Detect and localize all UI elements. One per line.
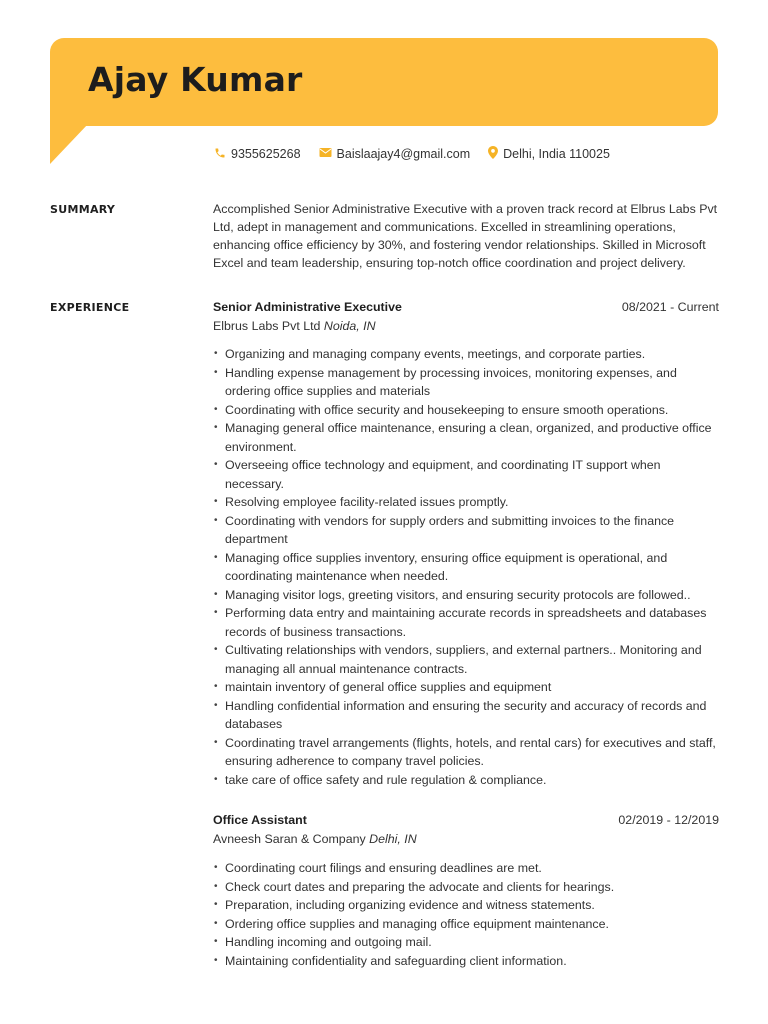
job-bullet: • Handling incoming and outgoing mail. (213, 933, 719, 952)
job-header (213, 811, 719, 829)
job-dates: 02/2019 - 12/2019 (618, 813, 719, 827)
job-location: Delhi, IN (369, 832, 417, 846)
job-entry (213, 811, 719, 970)
contact-phone (214, 147, 301, 162)
job-bullet: • maintain inventory of general office supplies and equipment (213, 678, 719, 697)
job-header (213, 298, 719, 316)
job-bullet: • Handling expense management by processing invoices, monitoring expenses, and ordering office supplies and materials (213, 364, 719, 401)
job-title: Office Assistant (213, 813, 307, 827)
job-bullet: • Resolving employee facility-related issues promptly. (213, 493, 719, 512)
job-bullet: • Check court dates and preparing the advocate and clients for hearings. (213, 878, 719, 897)
contact-email (319, 147, 471, 161)
job-company: Elbrus Labs Pvt Ltd (213, 319, 321, 333)
job-bullet: • Maintaining confidentiality and safeguarding client information. (213, 952, 719, 971)
email-address: Baislaajay4@gmail.com (336, 147, 471, 161)
candidate-name: Ajay Kumar (88, 60, 303, 99)
header-banner-tail (50, 124, 88, 164)
job-bullet-list (213, 859, 719, 970)
job-bullet: • Coordinating travel arrangements (flights, hotels, and rental cars) for executives and staff, ensuring adherence to company travel policies. (213, 734, 719, 771)
job-company-line (213, 830, 719, 848)
job-bullet: • Coordinating court filings and ensuring deadlines are met. (213, 859, 719, 878)
job-company: Avneesh Saran & Company (213, 832, 366, 846)
phone-icon (214, 147, 226, 162)
job-bullet: • Performing data entry and maintaining accurate records in spreadsheets and databases records of business transactions. (213, 604, 719, 641)
job-bullet: • Preparation, including organizing evidence and witness statements. (213, 896, 719, 915)
job-dates: 08/2021 - Current (621, 300, 719, 314)
job-location: Noida, IN (323, 319, 376, 333)
email-icon (319, 147, 332, 161)
experience-label: EXPERIENCE (50, 301, 130, 314)
job-entry (213, 298, 719, 789)
job-bullet: • Organizing and managing company events, meetings, and corporate parties. (213, 345, 719, 364)
job-bullet: • Overseeing office technology and equipment, and coordinating IT support when necessary. (213, 456, 719, 493)
summary-text: Accomplished Senior Administrative Executive with a proven track record at Elbrus Labs Pvt Ltd, adept in management and communications. Excelled in streamlining operations, enhancing office efficiency by 30%, and fostering vendor relationships. Skilled in Microsoft Excel and team leadership, ensuring top-notch office coordination and project delivery. (213, 202, 718, 270)
job-bullet: • take care of office safety and rule regulation & compliance. (213, 771, 719, 790)
summary-label: SUMMARY (50, 203, 116, 216)
job-bullet-list (213, 345, 719, 789)
location-text: Delhi, India 110025 (503, 147, 610, 161)
contact-bar (214, 146, 628, 162)
job-bullet: • Managing general office maintenance, ensuring a clean, organized, and productive office environment. (213, 419, 719, 456)
job-bullet: • Cultivating relationships with vendors, suppliers, and external partners.. Monitoring and managing all annual maintenance contracts. (213, 641, 719, 678)
location-pin-icon (488, 146, 498, 162)
contact-location (488, 146, 610, 162)
phone-number: 9355625268 (231, 147, 301, 161)
job-bullet: • Managing visitor logs, greeting visitors, and ensuring security protocols are followed.. (213, 586, 719, 605)
job-bullet: • Handling confidential information and ensuring the security and accuracy of records and databases (213, 697, 719, 734)
job-bullet: • Coordinating with vendors for supply orders and submitting invoices to the finance department (213, 512, 719, 549)
job-bullet: • Coordinating with office security and housekeeping to ensure smooth operations. (213, 401, 719, 420)
job-bullet: • Ordering office supplies and managing office equipment maintenance. (213, 915, 719, 934)
job-bullet: • Managing office supplies inventory, ensuring office equipment is operational, and coordinating maintenance when needed. (213, 549, 719, 586)
job-company-line (213, 317, 719, 335)
job-title: Senior Administrative Executive (213, 300, 402, 314)
